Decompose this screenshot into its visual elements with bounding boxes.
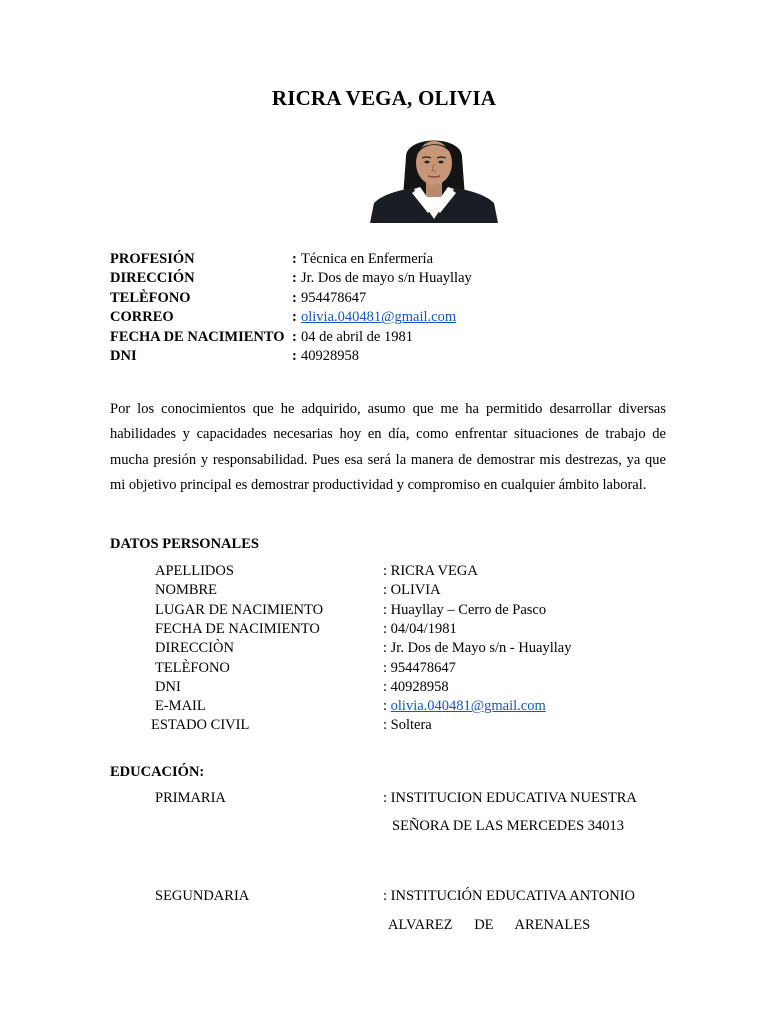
personal-data-text: RICRA VEGA	[390, 563, 478, 579]
contact-value: 40928958	[301, 348, 359, 364]
personal-data-separator: :	[383, 582, 391, 599]
profile-summary: Por los conocimientos que he adquirido, asumo que me ha permitido desarrollar diversas habilidades y capacidades necesarias hoy en día, como enfrentar situaciones de trabajo de mucha presión y responsabilidad. Pues esa será la manera de demostrar mis destrezas, ya que mi objetivo principal es demostrar productividad y compromiso en cualquier ámbito laboral.	[110, 401, 666, 493]
contact-label: PROFESIÓN	[110, 251, 195, 267]
resume-name-title: RICRA VEGA, OLIVIA	[271, 86, 497, 110]
contact-separator: :	[292, 309, 297, 326]
portrait-photo	[370, 127, 498, 223]
personal-data-value	[383, 639, 571, 658]
contact-separator: :	[292, 328, 297, 345]
email-link[interactable]: olivia.040481@gmail.com	[390, 698, 546, 715]
personal-data-separator: :	[383, 620, 391, 637]
portrait-photo-graphic	[370, 127, 498, 223]
personal-data-value	[383, 659, 456, 678]
contact-separator: :	[292, 348, 297, 364]
personal-data-label: E-MAIL	[155, 698, 206, 715]
personal-data-separator: :	[383, 659, 391, 676]
personal-data-label: LUGAR DE NACIMIENTO	[155, 601, 324, 618]
contact-value: 954478647	[301, 289, 367, 306]
contact-separator: :	[292, 289, 297, 306]
personal-data-separator: :	[383, 678, 391, 695]
personal-data-value	[383, 601, 546, 620]
education-primary-label: PRIMARIA	[155, 790, 226, 806]
personal-data-heading: DATOS PERSONALES	[110, 536, 259, 552]
personal-data-row	[0, 678, 768, 697]
personal-data-value	[383, 697, 546, 716]
personal-data-value	[383, 620, 457, 639]
contact-label: CORREO	[110, 309, 174, 326]
contact-label: TELÈFONO	[110, 289, 191, 306]
contact-value: 04 de abril de 1981	[301, 328, 413, 345]
personal-data-text: 954478647	[390, 659, 456, 676]
personal-data-row	[0, 659, 768, 678]
personal-data-separator: :	[383, 563, 391, 579]
personal-data-label: NOMBRE	[155, 582, 218, 599]
personal-data-label: TELÈFONO	[155, 659, 230, 676]
personal-data-row	[0, 716, 768, 735]
contact-label: FECHA DE NACIMIENTO	[110, 328, 285, 345]
personal-data-label: FECHA DE NACIMIENTO	[155, 620, 320, 637]
education-primary-school-cont: SEÑORA DE LAS MERCEDES 34013	[392, 818, 625, 834]
personal-data-row	[0, 620, 768, 639]
contact-separator: :	[292, 270, 297, 287]
personal-data-separator: :	[383, 601, 391, 618]
personal-data-text: 04/04/1981	[390, 620, 457, 637]
contact-value: Jr. Dos de mayo s/n Huayllay	[301, 270, 472, 287]
personal-data-label: ESTADO CIVIL	[151, 717, 250, 734]
personal-data-row	[0, 581, 768, 600]
contact-separator: :	[292, 251, 297, 267]
personal-data-text: OLIVIA	[390, 582, 441, 599]
personal-data-text: 40928958	[390, 678, 449, 695]
contact-label: DIRECCIÓN	[110, 270, 195, 287]
personal-data-row	[0, 562, 768, 581]
personal-data-label: DNI	[155, 678, 181, 695]
education-secondary-school: : INSTITUCIÓN EDUCATIVA ANTONIO	[383, 888, 636, 904]
personal-data-label: DIRECCIÒN	[155, 640, 234, 657]
personal-data-value	[383, 581, 441, 600]
personal-data-separator: :	[383, 640, 391, 657]
personal-data-row	[0, 601, 768, 620]
personal-data-separator: :	[383, 698, 391, 715]
personal-data-value	[383, 678, 449, 697]
education-secondary-label: SEGUNDARIA	[155, 888, 250, 904]
personal-data-value	[383, 562, 478, 581]
education-heading: EDUCACIÓN:	[110, 764, 205, 780]
personal-data-text: Jr. Dos de Mayo s/n - Huayllay	[390, 640, 572, 657]
personal-data-separator: :	[383, 717, 391, 734]
contact-value: Técnica en Enfermería	[301, 251, 434, 267]
education-secondary-school-cont: ALVAREZ DE ARENALES	[388, 917, 591, 933]
personal-data-text: Soltera	[390, 717, 432, 734]
personal-data-row	[0, 697, 768, 716]
email-link[interactable]: olivia.040481@gmail.com	[301, 309, 457, 326]
personal-data-text: Huayllay – Cerro de Pasco	[390, 601, 547, 618]
contact-label: DNI	[110, 348, 137, 364]
personal-data-value	[383, 716, 432, 735]
personal-data-row	[0, 639, 768, 658]
education-primary-school: : INSTITUCION EDUCATIVA NUESTRA	[383, 790, 637, 806]
personal-data-label: APELLIDOS	[155, 563, 234, 579]
